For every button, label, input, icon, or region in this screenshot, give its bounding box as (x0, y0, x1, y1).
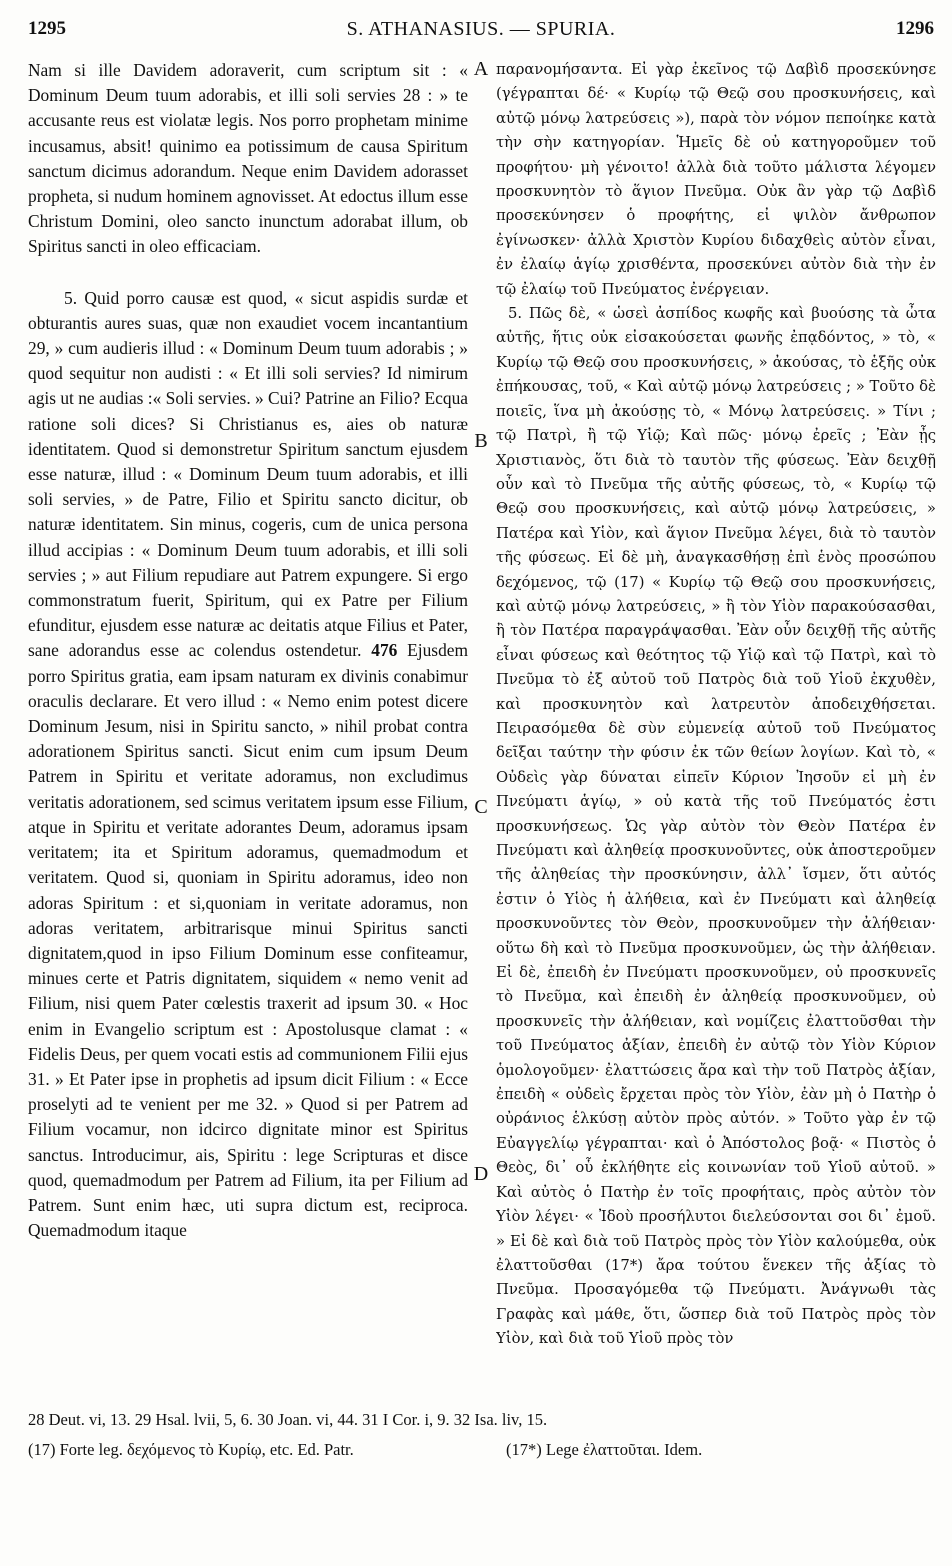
greek-column (496, 58, 936, 1402)
latin-paragraph-1: Nam si ille Davidem adoraverit, cum scriptum sit : « Dominum Deum tuum adorabis, et illi soli servies 28 : » te accusante reus est violatæ legis. Nos porro prophetam minime incusamus, absit! quinimo ea potissimum de causa Spiritum sanctum dicimus adorandum. Neque enim Davidem adorasset propheta, si nudum hominem agnovisset. At edoctus illum esse Christum Domini, oleo sancto inunctum adorabat illum, ob Spiritus sancti in oleo efficaciam. (28, 60, 468, 257)
scripture-references: 28 Deut. vi, 13. 29 Hsal. lvii, 5, 6. 30 Joan. vi, 44. 31 I Cor. i, 9. 32 Isa. liv, 15. (28, 1410, 548, 1429)
page-number-right: 1296 (896, 18, 934, 39)
greek-paragraph-1: παρανομήσαντα. Εἰ γὰρ ἐκεῖνος τῷ Δαβὶδ προσεκύνησε (γέγραπται δέ· « Κυρίῳ τῷ Θεῷ σου προσκυνήσεις, καὶ αὐτῷ μόνῳ λατρεύσεις »), παρὰ τὸν νόμον πεποίηκε κατὰ τὴν σὴν κατηγορίαν. Ἡμεῖς δὲ οὐ κατηγοροῦμεν τοῦ προφήτου· μὴ γένοιτο! ἀλλὰ διὰ τοῦτο μάλιστα λέγομεν προσκυνητὸν τὸ ἅγιον Πνεῦμα. Οὐκ ἂν γὰρ τῷ Δαβὶδ προσεκύνησεν ὁ προφήτης, εἰ ψιλὸν ἄνθρωπον ἐγίνωσκεν· ἀλλὰ Χριστὸν Κυρίου διδαχθεὶς αὐτὸν εἶναι, ἐν ἐλαίῳ ἁγίῳ χρισθέντα, προσεκύνει αὐτὸν διὰ τὴν ἐν τῷ ἐλαίῳ τοῦ Πνεύματος ἐνέργειαν. (496, 61, 936, 298)
margin-letter-b: B (474, 430, 488, 452)
page-header (28, 18, 934, 48)
running-title: S. ATHANASIUS. — SPURIA. (346, 18, 616, 40)
latin-paragraph-2-part-b: Ejusdem porro Spiritus gratia, eam ipsam naturam ex divinis conabimur oraculis declarare. Et vero illud : « Nemo enim potest dicere Dominum Jesum, nisi in Spiritu sancto, » nihil probat contra adorationem Spiritus sancti. Sicut enim cum ipsum Deum Patrem in Spiritu et veritate adoramus, non excludimus veritatis adorationem, sed scimus veritatem ipsum esse Filium, atque in Spiritu et veritate adorantes Deum, adoramus ipsam veritatem; ita et Spiritum adoramus, quemadmodum et veritatem. Quod si, quoniam in Spiritu adoramus, ideo non adoras Spiritum : et si,quoniam in veritate adoramus, non adoras veritatem, arbitrarisque minui Spiritus sancti dignitatem,quod in ipso Filium Dominum esse confiteamur, minues certe et Patris dignitatem, siquidem « nemo venit ad Filium, nisi quem Pater cœlestis traxerit ad ipsum 30. « Hoc enim in Evangelio scriptum est : Apostolusque clamat : « Fidelis Deus, per quem vocati estis ad communionem Filii ejus 31. » Et Pater ipse in prophetis ad ipsum dicit Filium : « Ecce proselyti ad te venient per me 32. » Quod si per Patrem ad Filium vocamur, non idcirco dignitate minor est Spiritus sanctus. Introducimur, ais, Spiritu : lege Scripturas et disce quod, quemadmodum per Patrem ad Filium, ita per Filium ad Patrem. Sunt enim hæc, uti supra dictum est, reciproca. Quemadmodum itaque (28, 640, 468, 1241)
editorial-notes (28, 1440, 934, 1470)
editorial-note-17: (17) Forte leg. δεχόμενος τὸ Κυρίῳ, etc. Ed. Patr. (28, 1440, 354, 1459)
latin-paragraph-2 (28, 286, 468, 1244)
latin-column (28, 58, 468, 1402)
editorial-note-17-star: (17*) Lege ἐλαττοῦται. Idem. (506, 1440, 703, 1459)
column-number-marker: 476 (371, 640, 398, 661)
margin-letter-c: C (474, 796, 488, 818)
margin-letter-a: A (473, 58, 489, 80)
greek-paragraph-2: 5. Πῶς δὲ, « ὡσεὶ ἀσπίδος κωφῆς καὶ βυούσης τὰ ὦτα αὐτῆς, ἥτις οὐκ εἰσακούσεται φωνῆς ἐπᾳδόντος, » τὸ, « Κυρίῳ τῷ Θεῷ σου προσκυνήσεις, » ἀκούσας, τὸ ἑξῆς οὐκ ἐπήκουσας, τοῦ, « Καὶ αὐτῷ μόνῳ λατρεύσεις ; » Τοῦτο δὲ ποιεῖς, ἵνα μὴ ἀκούσῃς τὸ, « Μόνῳ λατρεύσεις. » Τίνι ; τῷ Πατρὶ, ἢ τῷ Υἱῷ; Καὶ πῶς· μόνῳ ἐρεῖς ; Ἐὰν ᾖς Χριστιανὸς, ὅτι διὰ τὸ ταυτὸν τῆς φύσεως. Ἐὰν δειχθῇ οὖν καὶ τὸ Πνεῦμα τῆς αὐτῆς φύσεως, τὸ, « Κυρίῳ τῷ Θεῷ σου προσκυνήσεις, καὶ αὐτῷ μόνῳ λατρεύσεις, » Πατέρα καὶ Υἱὸν, καὶ ἅγιον Πνεῦμα λέγει, διὰ τὸ ταυτὸν τῆς φύσεως. Εἰ δὲ μὴ, ἀναγκασθήσῃ ἐπὶ ἑνὸς προσώπου δεχόμενος, τῷ (17) « Κυρίῳ τῷ Θεῷ σου προσκυνήσεις, καὶ αὐτῷ μόνῳ λατρεύσεις, » ἢ τὸν Υἱὸν παρακούσασθαι, ἢ τὸν Πατέρα παραγράψασθαι. Ἐὰν οὖν δειχθῇ τῆς αὐτῆς εἶναι φύσεως καὶ θεότητος τῷ Υἱῷ καὶ τῷ Πατρὶ, καὶ τὸ Πνεῦμα τὸ ἐξ αὐτοῦ τοῦ Πατρὸς διὰ τοῦ Υἱοῦ ἐκχυθὲν, καὶ προσκυνητὸν καὶ λατρευτὸν ἀποδειχθήσεται. Πειρασόμεθα δὲ σὺν εὐμενείᾳ αὐτοῦ τοῦ Πνεύματος δεῖξαι ταύτην τὴν φύσιν ἐκ τῶν θείων λογίων. Καὶ τὸ, « Οὐδεὶς γὰρ δύναται εἰπεῖν Κύριον Ἰησοῦν εἰ μὴ ἐν Πνεύματι ἁγίῳ, » οὐ κατὰ τῆς τοῦ Πνεύματός ἐστι προσκυνήσεως. Ὡς γὰρ αὐτὸν τὸν Θεὸν Πατέρα ἐν Πνεύματι καὶ ἀληθείᾳ προσκυνοῦντες, οὐκ ἀποστεροῦμεν τῆς ἀληθείας τὴν προσκύνησιν, ἀλλ᾽ ἴσμεν, ὅτι αὐτός ἐστιν ὁ Υἱὸς ἡ ἀλήθεια, καὶ ἐν Πνεύματι καὶ ἀληθείᾳ προσκυνοῦντες τὸν Θεὸν, προσκυνοῦμεν τὴν ἀλήθειαν· οὕτω δὴ καὶ τὸ Πνεῦμα προσκυνοῦμεν, ὡς τὴν ἀλήθειαν. Εἰ δὲ, ἐπειδὴ ἐν Πνεύματι προσκυνοῦμεν, οὐ προσκυνεῖς τὸ Πνεῦμα, καὶ ἐπειδὴ ἐν ἀληθείᾳ προσκυνοῦμεν, οὐ προσκυνεῖς τὴν ἀλήθειαν, καὶ νομίζεις ἐλαττοῦσθαι τὴν τοῦ Πνεύματος ἀξίαν, ἐπειδὴ ἐν αὐτῷ τὸν Υἱὸν Κύριον ὁμολογοῦμεν· ἐλαττώσεις ἄρα καὶ τὴν τοῦ Πατρὸς ἀξίαν, ἐπειδὴ « οὐδεὶς ἔρχεται πρὸς τὸν Υἱὸν, ἐὰν μὴ ὁ Πατὴρ ὁ οὐράνιος ἑλκύσῃ αὐτὸν πρὸς αὐτόν. » Τοῦτο γὰρ ἐν τῷ Εὐαγγελίῳ γέγραπται· καὶ ὁ Ἀπόστολος βοᾷ· « Πιστὸς ὁ Θεὸς, δι᾽ οὗ ἐκλήθητε εἰς κοινωνίαν τοῦ Υἱοῦ αὐτοῦ. » Καὶ αὐτὸς ὁ Πατὴρ ἐν τοῖς προφήταις, πρὸς αὐτὸν τὸν Υἱὸν λέγει· « Ἰδοὺ προσήλυτοι διελεύσονται σοι δι᾽ ἐμοῦ. » Εἰ δὲ καὶ διὰ τοῦ Πατρὸς πρὸς τὸν Υἱὸν καλούμεθα, οὐκ ἐλαττοῦσθαι (17*) ἄρα τούτου ἕνεκεν τῆς ἀξίας τὸ Πνεῦμα. Προσαγόμεθα τῷ Πνεύματι. Ἀνάγνωθι τὰς Γραφὰς καὶ μάθε, ὅτι, ὥσπερ διὰ τοῦ Πατρὸς πρὸς τὸν Υἱὸν, καὶ διὰ τοῦ Υἱοῦ πρὸς τὸν (496, 305, 936, 1348)
page-number-left: 1295 (28, 18, 66, 39)
latin-paragraph-2-part-a: 5. Quid porro causæ est quod, « sicut aspidis surdæ et obturantis aures suas, quæ non exaudiet vocem incantantium 29, » cum audieris illud : « Dominum Deum tuum adorabis ; » quod sequitur non audisti : « Et illi soli servies? Id nimirum agis ut ne audias :« Soli servies. » Cui? Patrine an Filio? Ecqua ratione soli dices? Si Christianus es, aies ob naturæ identitatem. Quod si demonstretur Spiritum sanctum ejusdem esse naturæ, illud : « Dominum Deum tuum adorabis, et illi soli servies, » de Patre, Filio et Spiritu sancto dicitur, ob naturæ identitatem. Sin minus, cogeris, cum de unica persona illud accipias : « Dominum Deum tuum adorabis, et illi soli servies ; » aut Filium repudiare aut Patrem expungere. Si ergo commonstratum fuerit, Spiritum, qui ex Patre per Filium efunditur, ejusdem esse naturæ ac deitatis atque Filius et Pater, sane adorandus esse ac colendus ostendetur. (28, 287, 468, 661)
margin-letter-d: D (473, 1163, 489, 1185)
